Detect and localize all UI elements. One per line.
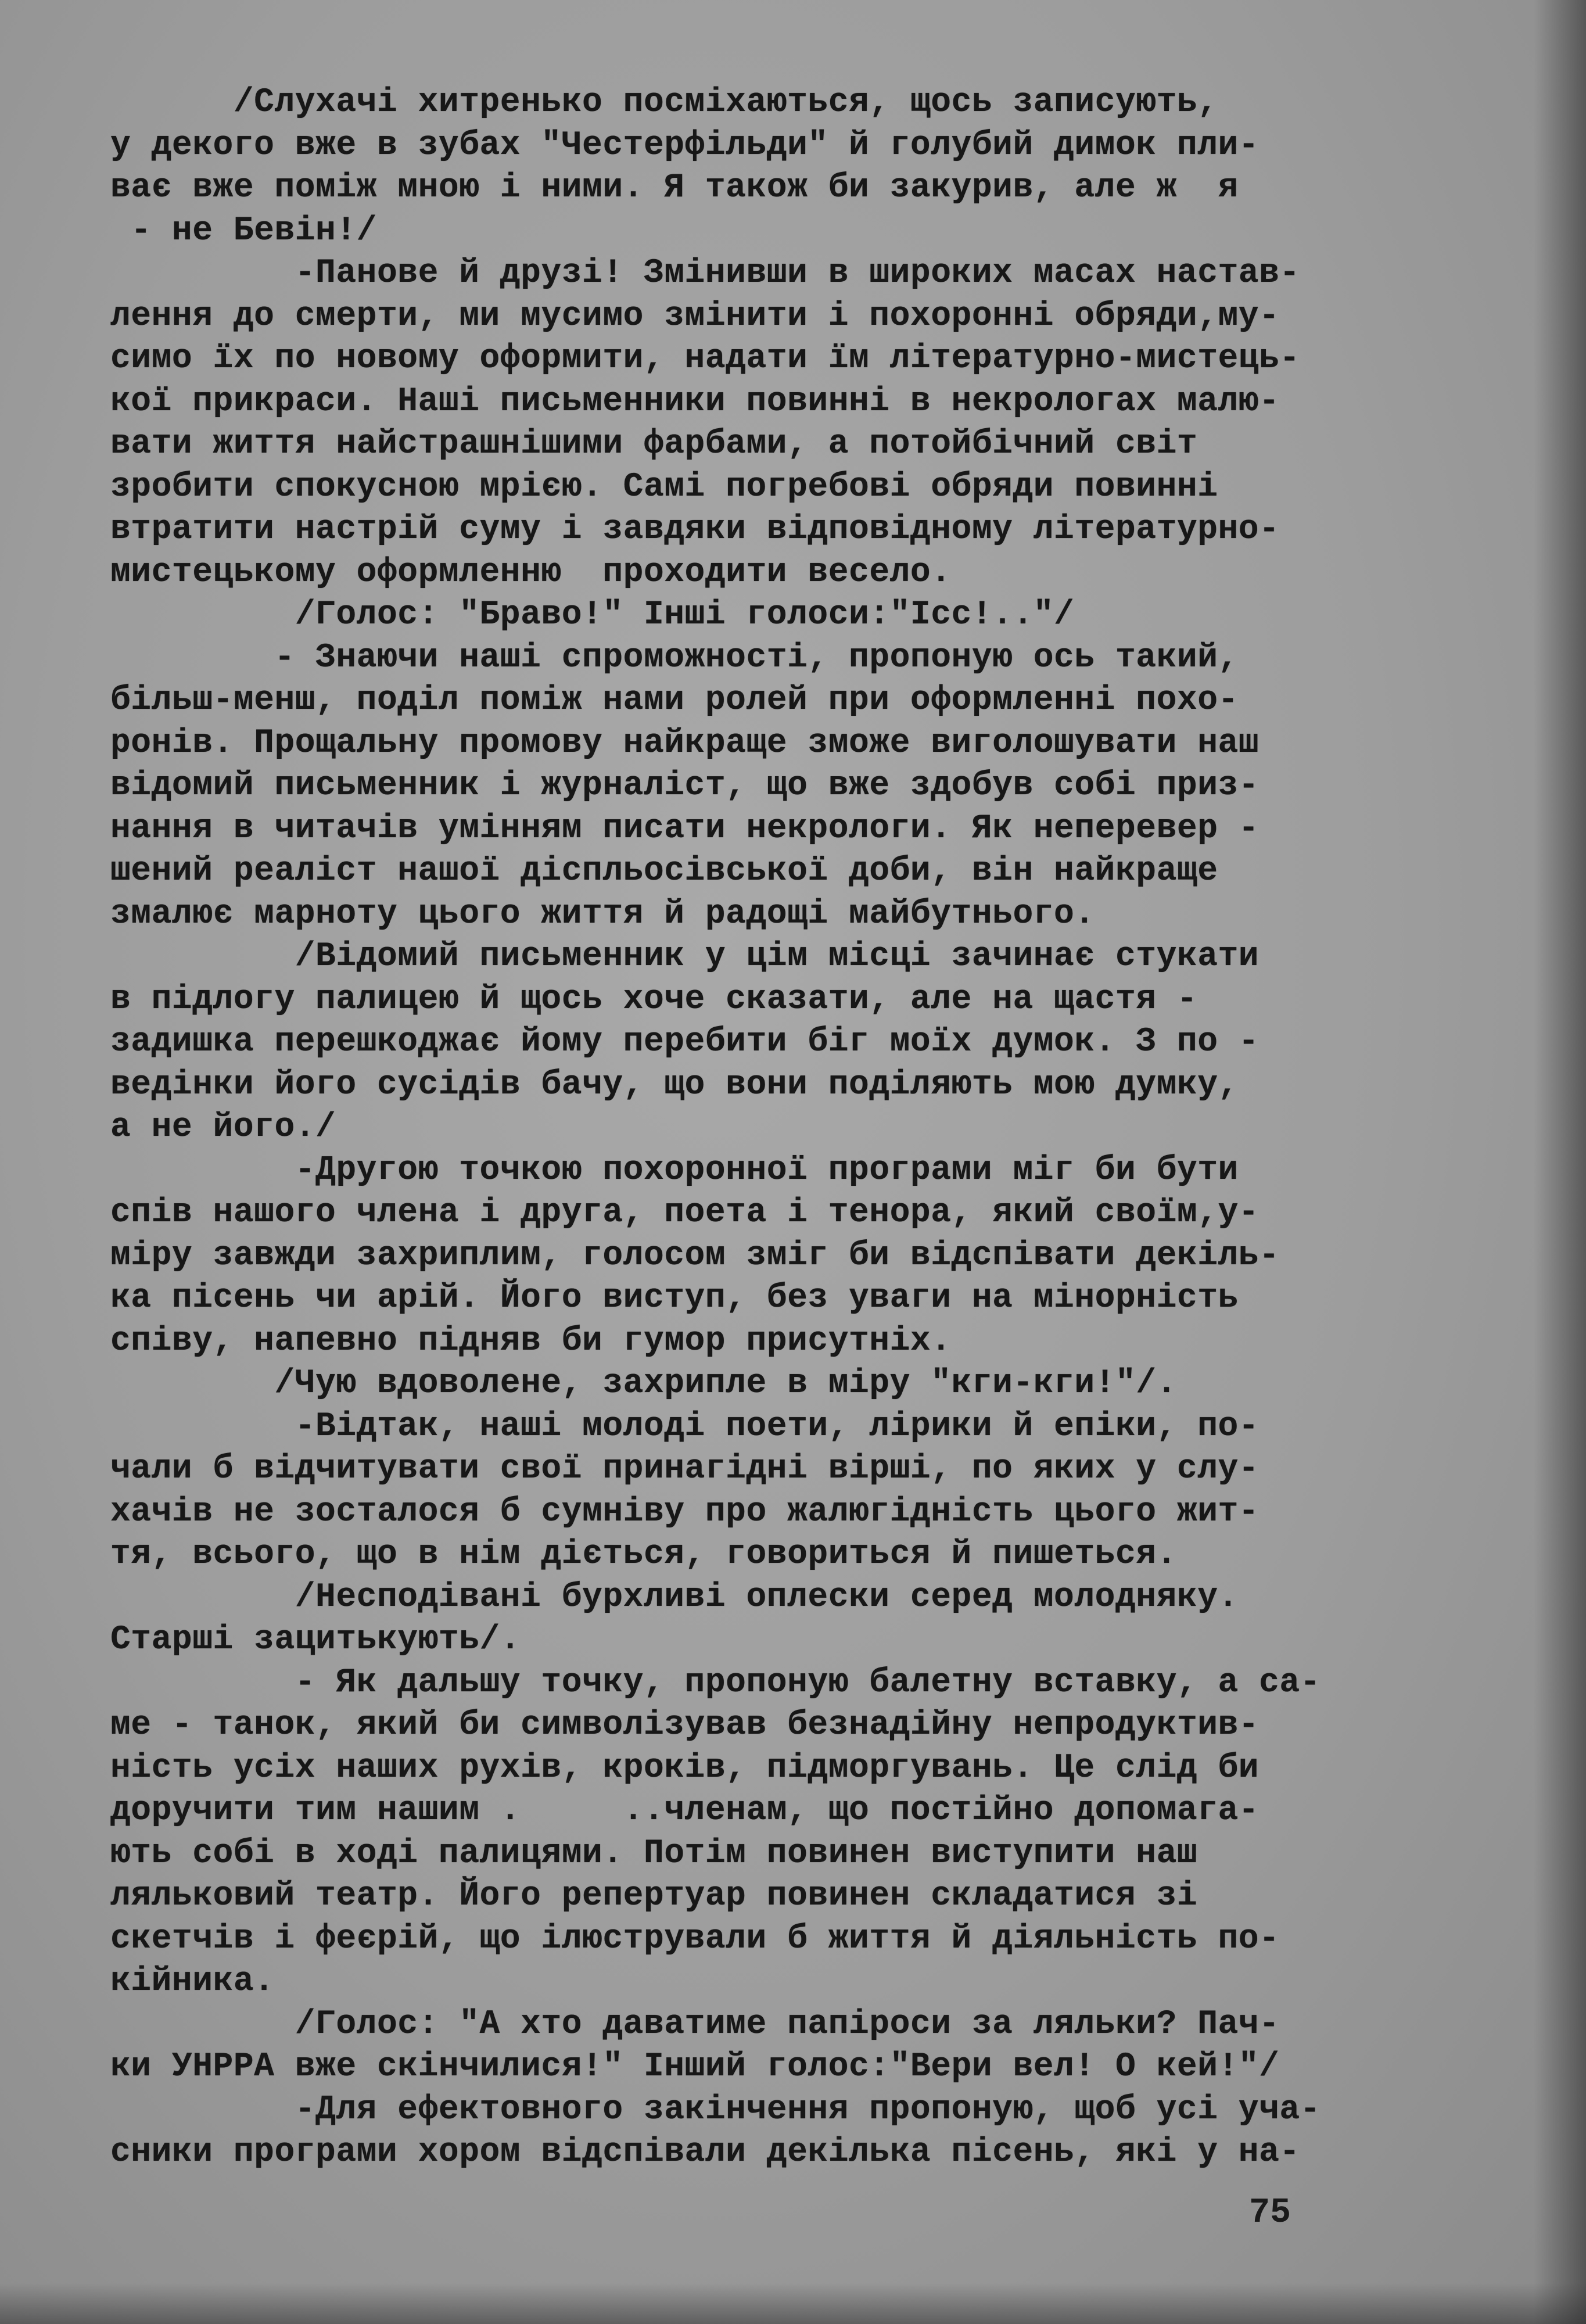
text-line: а не його./: [110, 1109, 336, 1146]
text-line: вати життя найстрашнішими фарбами, а потойбічний світ: [110, 425, 1198, 463]
text-line: - не Бевін!/: [110, 211, 377, 250]
text-line: у декого вже в зубах "Честерфільди" й голубий димок пли-: [110, 126, 1260, 164]
text-line: більш-менш, поділ поміж нами ролей при оформленні похо-: [110, 682, 1239, 719]
text-line: ють собі в ході палицями. Потім повинен виступити наш: [110, 1834, 1198, 1873]
text-line: хачів не зосталося б сумніву про жалюгідність цього жит-: [110, 1493, 1260, 1531]
text-line: кої прикраси. Наші письменники повинні в некрологах малю-: [110, 382, 1280, 421]
typewritten-text-block: [110, 81, 1551, 2174]
text-line: -Відтак, наші молоді поети, лірики й епіки, по-: [110, 1407, 1260, 1446]
text-line: доручити тим нашим . ..членам, що постійно допомага-: [110, 1792, 1260, 1830]
text-line: задишка перешкоджає йому перебити біг моїх думок. З по -: [110, 1023, 1260, 1061]
text-line: скетчів і феєрій, що ілюстрували б життя й діяльність по-: [110, 1920, 1280, 1958]
text-line: ки УНРРА вже скінчилися!" Інший голос:"Вери вел! О кей!"/: [110, 2048, 1280, 2086]
text-line: ведінки його сусідів бачу, що вони поділяють мою думку,: [110, 1066, 1239, 1104]
text-line: лення до смерти, ми мусимо змінити і похоронні обряди,му-: [110, 297, 1280, 335]
text-line: співу, напевно підняв би гумор присутніх.: [110, 1322, 952, 1360]
text-line: ронів. Прощальну промову найкраще зможе виголошувати наш: [110, 724, 1260, 762]
text-line: /Відомий письменник у цім місці зачинає стукати: [110, 938, 1260, 975]
text-line: ність усіх наших рухів, кроків, підморгувань. Це слід би: [110, 1749, 1260, 1787]
text-line: /Голос: "А хто даватиме папіроси за ляльки? Пач-: [110, 2005, 1280, 2043]
text-line: відомий письменник і журналіст, що вже здобув собі приз-: [110, 767, 1260, 805]
text-line: чали б відчитувати свої принагідні вірші, по яких у слу-: [110, 1450, 1260, 1488]
text-line: втратити настрій суму і завдяки відповідному літературно-: [110, 511, 1280, 548]
text-line: -Для ефектовного закінчення пропоную, щоб усі уча-: [110, 2090, 1321, 2129]
text-line: змалює марноту цього життя й радощі майбутнього.: [110, 895, 1095, 933]
text-line: Старші зацитькують/.: [110, 1621, 521, 1659]
page-bottom-shadow: [0, 2283, 1586, 2324]
text-line: мистецькому оформленню проходити весело.: [110, 553, 952, 591]
text-line: -Панове й друзі! Змінивши в широких масах настав-: [110, 254, 1300, 292]
text-line: нання в читачів умінням писати некрологи. Як неперевер -: [110, 809, 1260, 848]
text-line: міру завжди захриплим, голосом зміг би відспівати декіль-: [110, 1236, 1280, 1275]
text-line: -Другою точкою похоронної програми міг би бути: [110, 1151, 1239, 1189]
text-line: /Слухачі хитренько посміхаються, щось записують,: [110, 84, 1218, 121]
text-line: сники програми хором відспівали декілька пісень, які у на-: [110, 2133, 1300, 2171]
text-line: ває вже поміж мною і ними. Я також би закурив, але ж я: [110, 169, 1239, 207]
text-line: /Несподівані бурхливі оплески серед молодняку.: [110, 1578, 1239, 1616]
text-line: - Знаючи наші спроможності, пропоную ось такий,: [110, 639, 1239, 677]
text-line: в підлогу палицею й щось хоче сказати, але на щастя -: [110, 980, 1198, 1018]
text-line: ка пісень чи арій. Його виступ, без уваги на мінорність: [110, 1279, 1239, 1317]
text-line: симо їх по новому оформити, надати їм літературно-мистець-: [110, 340, 1300, 378]
text-line: шений реаліст нашої діспльосівської доби, він найкраще: [110, 852, 1218, 890]
page-number: 75: [1249, 2193, 1291, 2233]
text-line: /Чую вдоволене, захрипле в міру "кги-кги!"/.: [110, 1365, 1177, 1403]
text-line: ме - танок, який би символізував безнадійну непродуктив-: [110, 1706, 1260, 1744]
text-line: спів нашого члена і друга, поета і тенора, який своїм,у-: [110, 1194, 1260, 1232]
text-line: зробити спокусною мрією. Самі погребові обряди повинні: [110, 468, 1218, 506]
text-line: /Голос: "Браво!" Інші голоси:"Ісс!.."/: [110, 596, 1075, 634]
text-line: тя, всього, що в нім діється, говориться й пишеться.: [110, 1536, 1177, 1573]
text-line: ляльковий театр. Його репертуар повинен складатися зі: [110, 1877, 1198, 1915]
text-line: кійника.: [110, 1963, 275, 2000]
text-line: - Як дальшу точку, пропоную балетну вставку, а са-: [110, 1663, 1321, 1702]
